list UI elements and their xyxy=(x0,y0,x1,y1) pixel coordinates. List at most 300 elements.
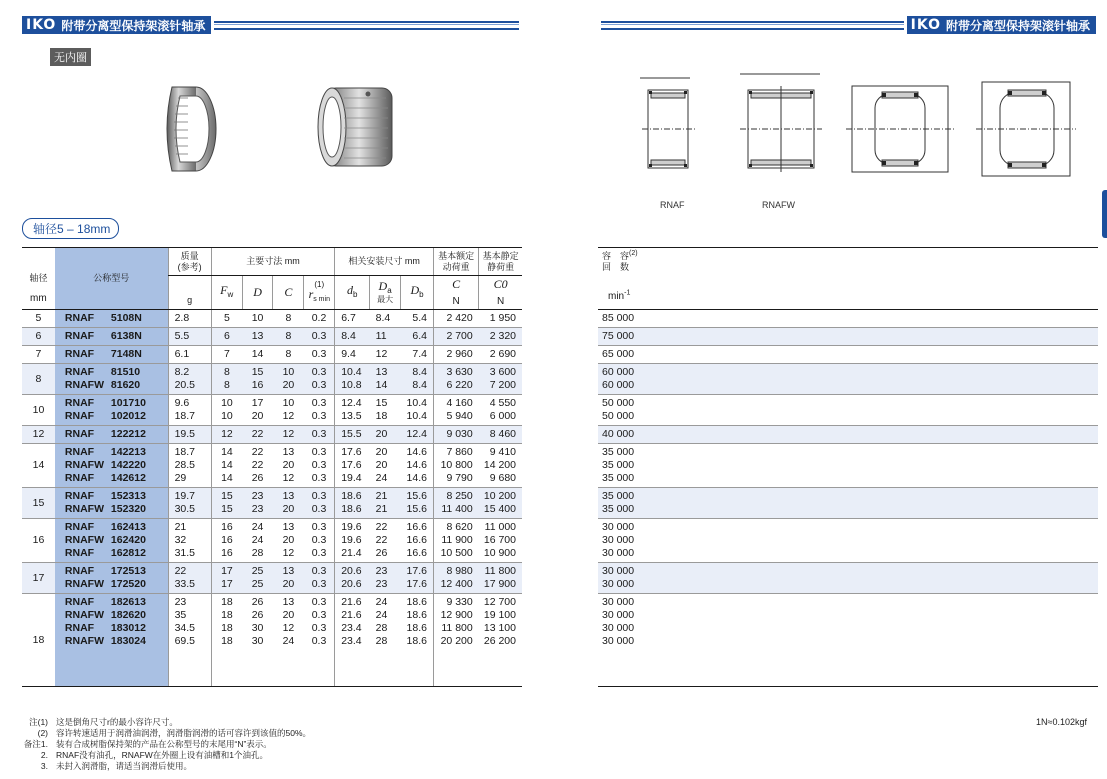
outer-dia-value-cell xyxy=(242,395,273,426)
table-row xyxy=(22,426,522,444)
dynamic-load-value: 2 960 xyxy=(446,348,473,360)
head-mount-dims-label: 相关安装尺寸 mm xyxy=(348,256,420,266)
db-value: 19.6 xyxy=(341,534,362,546)
allowable-speed-value: 30 000 xyxy=(602,578,635,590)
iko-logo: IKO xyxy=(26,17,57,33)
dynamic-load-value: 12 400 xyxy=(440,578,473,590)
mass-value: 19.5 xyxy=(174,428,195,440)
allowable-speed-value: 30 000 xyxy=(602,547,635,559)
da-value: 11 xyxy=(375,330,387,342)
head-shaft-label: 轴径 xyxy=(29,273,48,283)
speed-cell xyxy=(598,426,1098,444)
head-mass xyxy=(168,248,211,276)
speed-table xyxy=(598,247,1098,687)
chamfer-value: 0.3 xyxy=(311,635,327,647)
model-number xyxy=(55,312,168,325)
static-load-value: 11 000 xyxy=(484,521,516,533)
dynamic-load-value: 6 220 xyxy=(446,379,473,391)
outer-dia-value: 22 xyxy=(251,428,264,440)
static-load-value: 8 460 xyxy=(489,428,516,440)
head-stat-sym xyxy=(479,276,522,310)
fw-value: 18 xyxy=(221,622,233,634)
static-load-value-cell xyxy=(479,395,522,426)
fw-value: 18 xyxy=(221,609,233,621)
Db-value: 16.6 xyxy=(406,534,427,546)
head-main-dims xyxy=(211,248,334,276)
static-load-value-cell xyxy=(479,444,522,488)
static-load-value-cell xyxy=(479,346,522,364)
da-value: 28 xyxy=(375,622,388,634)
model-code: 122212 xyxy=(110,428,146,440)
model-code: 102012 xyxy=(110,410,146,422)
static-load-value-cell xyxy=(479,488,522,519)
mass-value: 19.7 xyxy=(174,490,195,502)
dynamic-load-value: 11 400 xyxy=(441,503,473,515)
header-rule-right xyxy=(601,21,904,30)
model-series: RNAF xyxy=(64,330,95,342)
head-rs-sub: s min xyxy=(313,295,330,303)
Db-value-cell xyxy=(401,364,434,395)
model-series: RNAF xyxy=(64,348,95,360)
da-value: 13 xyxy=(375,366,388,378)
outer-dia-value: 23 xyxy=(251,503,264,515)
db-value: 20.6 xyxy=(341,578,362,590)
width-value-cell xyxy=(273,488,304,519)
head-Da-label: D xyxy=(378,278,388,293)
da-value: 21 xyxy=(375,490,388,502)
spec-table-head xyxy=(22,248,522,310)
model-cell xyxy=(55,346,168,364)
table-row xyxy=(22,563,522,594)
Db-value: 17.6 xyxy=(406,565,427,577)
db-value: 8.4 xyxy=(341,330,356,342)
model-series: RNAF xyxy=(64,428,95,440)
speed-unit-text: min xyxy=(608,291,625,302)
allowable-speed-value: 30 000 xyxy=(602,534,635,546)
head-shaft-unit: mm xyxy=(30,293,47,304)
fw-value: 12 xyxy=(221,428,233,440)
outer-dia-value: 25 xyxy=(251,565,264,577)
head-mass-unit xyxy=(168,276,211,310)
Db-value: 12.4 xyxy=(406,428,427,440)
allowable-speed-value: 50 000 xyxy=(602,410,635,422)
Db-value-cell xyxy=(401,488,434,519)
width-value-cell xyxy=(273,426,304,444)
outer-dia-value-cell xyxy=(242,328,273,346)
Db-value: 18.6 xyxy=(406,635,427,647)
db-value: 13.5 xyxy=(341,410,362,422)
fw-value-cell xyxy=(211,364,242,395)
da-value: 28 xyxy=(375,635,388,647)
model-number xyxy=(55,410,168,423)
db-value: 19.6 xyxy=(341,521,362,533)
mass-value: 18.7 xyxy=(174,410,195,422)
dynamic-load-value: 2 700 xyxy=(446,330,473,342)
model-number xyxy=(55,379,168,392)
da-value-cell xyxy=(370,310,401,328)
fw-value: 14 xyxy=(221,459,233,471)
mass-value: 35 xyxy=(174,609,187,621)
head-stat-sym-label: C0 xyxy=(493,276,508,291)
speed-cell xyxy=(598,444,1098,488)
dynamic-load-value: 9 330 xyxy=(446,596,473,608)
footnote-key: 3. xyxy=(40,761,48,771)
da-value-cell xyxy=(370,563,401,594)
fw-value: 10 xyxy=(221,410,233,422)
unit-conversion: 1N≈0.102kgf xyxy=(1036,717,1087,727)
db-value: 17.6 xyxy=(341,446,362,458)
footnote xyxy=(22,761,311,772)
outer-dia-value: 14 xyxy=(251,348,264,360)
chamfer-value: 0.3 xyxy=(311,596,327,608)
allowable-speed-value: 30 000 xyxy=(602,635,635,647)
model-number xyxy=(55,459,168,472)
outer-dia-value-cell xyxy=(242,426,273,444)
speed-cell xyxy=(598,488,1098,519)
model-series: RNAF xyxy=(64,547,95,559)
chamfer-value: 0.3 xyxy=(311,410,327,422)
width-value: 20 xyxy=(282,459,295,471)
da-value: 20 xyxy=(375,428,388,440)
Db-value: 8.4 xyxy=(412,379,427,391)
footnote-text: 未封入润滑脂，请适当润滑后使用。 xyxy=(56,761,193,771)
mass-value: 34.5 xyxy=(174,622,195,634)
static-load-value: 4 550 xyxy=(489,397,516,409)
model-code: 152313 xyxy=(110,490,146,502)
Db-value-cell xyxy=(401,594,434,687)
chamfer-value: 0.3 xyxy=(311,521,327,533)
head-stat-load-label: 基本静定 静荷重 xyxy=(482,251,519,272)
head-fw xyxy=(211,276,242,310)
width-value-cell xyxy=(273,310,304,328)
chamfer-value: 0.2 xyxy=(311,312,327,324)
model-series: RNAFW xyxy=(64,379,104,391)
spec-table-body xyxy=(22,310,522,687)
allowable-speed-value: 35 000 xyxy=(602,446,635,458)
model-number xyxy=(55,503,168,516)
model-cell xyxy=(55,488,168,519)
model-series: RNAF xyxy=(64,596,95,608)
outer-dia-value-cell xyxy=(242,519,273,563)
mass-value-cell xyxy=(168,426,211,444)
dynamic-load-value-cell xyxy=(433,519,478,563)
shaft-diameter: 18 xyxy=(22,594,55,687)
model-code: 162420 xyxy=(110,534,146,546)
dynamic-load-value-cell xyxy=(433,346,478,364)
chamfer-value: 0.3 xyxy=(311,503,327,515)
Db-value: 6.4 xyxy=(412,330,427,342)
da-value: 23 xyxy=(375,578,388,590)
dynamic-load-value: 20 200 xyxy=(440,635,473,647)
da-value: 12 xyxy=(375,348,388,360)
allowable-speed-value: 35 000 xyxy=(602,459,635,471)
speed-head-line2: 回 数 xyxy=(602,262,630,272)
allowable-speed-value: 50 000 xyxy=(602,397,635,409)
head-dyn-unit: N xyxy=(452,295,460,307)
chamfer-value: 0.3 xyxy=(311,366,327,378)
width-value: 8 xyxy=(285,312,292,324)
chamfer-value: 0.3 xyxy=(311,348,327,360)
Db-value: 10.4 xyxy=(406,410,427,422)
da-value-cell xyxy=(370,594,401,687)
model-cell xyxy=(55,310,168,328)
table-row xyxy=(22,310,522,328)
head-Da-sub: a xyxy=(387,285,392,295)
da-value: 21 xyxy=(375,503,388,515)
speed-head xyxy=(598,248,1098,310)
model-code: 152320 xyxy=(110,503,146,515)
dynamic-load-value: 9 790 xyxy=(446,472,473,484)
model-series: RNAFW xyxy=(64,534,104,546)
width-value: 10 xyxy=(282,397,295,409)
static-load-value: 16 700 xyxy=(483,534,516,546)
mass-value: 18.7 xyxy=(174,446,195,458)
dynamic-load-value: 12 900 xyxy=(440,609,473,621)
Db-value-cell xyxy=(401,444,434,488)
fw-value: 7 xyxy=(224,348,230,360)
speed-head-note: (2) xyxy=(629,250,638,257)
head-Da xyxy=(370,276,401,310)
fw-value-cell xyxy=(211,426,242,444)
fw-value: 6 xyxy=(224,330,230,342)
static-load-value-cell xyxy=(479,328,522,346)
model-code: 5108N xyxy=(110,312,142,324)
Db-value: 18.6 xyxy=(406,609,427,621)
Db-value-cell xyxy=(401,426,434,444)
allowable-speed-value: 30 000 xyxy=(602,521,635,533)
outer-dia-value-cell xyxy=(242,563,273,594)
outer-dia-value: 20 xyxy=(251,410,264,422)
model-code: 182613 xyxy=(110,596,146,608)
da-value: 20 xyxy=(375,446,388,458)
speed-row xyxy=(598,395,1098,426)
mass-value: 33.5 xyxy=(174,578,195,590)
table-row xyxy=(22,346,522,364)
speed-head-line1 xyxy=(602,251,1098,262)
mass-value: 32 xyxy=(174,534,187,546)
da-value-cell xyxy=(370,519,401,563)
model-number xyxy=(55,534,168,547)
allowable-speed-value: 65 000 xyxy=(602,348,635,360)
chamfer-value-cell xyxy=(304,563,335,594)
mass-value-cell xyxy=(168,488,211,519)
head-dyn-load-label: 基本额定 动荷重 xyxy=(438,251,475,272)
speed-cell xyxy=(598,310,1098,328)
side-index-tab[interactable] xyxy=(1102,190,1107,238)
dynamic-load-value-cell xyxy=(433,594,478,687)
static-load-value: 14 200 xyxy=(483,459,516,471)
db-value-cell xyxy=(335,444,370,488)
model-code: 172520 xyxy=(110,578,146,590)
Db-value: 15.6 xyxy=(406,490,427,502)
header-title-right: 附带分离型保持架滚针轴承 xyxy=(945,18,1090,33)
width-value-cell xyxy=(273,444,304,488)
dynamic-load-value: 2 420 xyxy=(446,312,473,324)
model-cell xyxy=(55,395,168,426)
model-series: RNAFW xyxy=(64,609,104,621)
fw-value: 10 xyxy=(221,397,233,409)
dynamic-load-value: 11 800 xyxy=(441,622,473,634)
da-value-cell xyxy=(370,488,401,519)
speed-row xyxy=(598,488,1098,519)
shaft-diameter: 17 xyxy=(22,563,55,594)
header-rule xyxy=(214,21,519,30)
shaft-diameter: 16 xyxy=(22,519,55,563)
outer-dia-value: 24 xyxy=(251,521,264,533)
chamfer-value: 0.3 xyxy=(311,490,327,502)
static-load-value: 11 800 xyxy=(484,565,516,577)
mass-value: 69.5 xyxy=(174,635,195,647)
outer-dia-value-cell xyxy=(242,364,273,395)
db-value: 19.4 xyxy=(341,472,362,484)
dynamic-load-value-cell xyxy=(433,488,478,519)
fw-value: 8 xyxy=(224,366,230,378)
dynamic-load-value: 3 630 xyxy=(446,366,473,378)
fw-value: 16 xyxy=(221,534,233,546)
outer-dia-value: 22 xyxy=(251,446,264,458)
db-value-cell xyxy=(335,426,370,444)
brand-block xyxy=(22,16,211,34)
width-value: 13 xyxy=(282,490,295,502)
table-row xyxy=(22,519,522,563)
Db-value-cell xyxy=(401,395,434,426)
Db-value: 18.6 xyxy=(406,622,427,634)
outer-dia-value: 24 xyxy=(251,534,264,546)
allowable-speed-value: 35 000 xyxy=(602,503,635,515)
shaft-range-label: 轴径5 – 18mm xyxy=(22,218,119,239)
dynamic-load-value-cell xyxy=(433,310,478,328)
shaft-diameter: 14 xyxy=(22,444,55,488)
outer-dia-value: 13 xyxy=(251,330,264,342)
da-value: 18 xyxy=(375,410,388,422)
shaft-diameter: 6 xyxy=(22,328,55,346)
width-value: 24 xyxy=(282,635,295,647)
static-load-value-cell xyxy=(479,563,522,594)
mass-value: 9.6 xyxy=(174,397,190,409)
outer-dia-value: 25 xyxy=(251,578,264,590)
static-load-value: 3 600 xyxy=(489,366,516,378)
speed-cell xyxy=(598,395,1098,426)
outer-dia-value-cell xyxy=(242,444,273,488)
speed-cell xyxy=(598,519,1098,563)
Db-value: 14.6 xyxy=(406,459,427,471)
outer-dia-value-cell xyxy=(242,594,273,687)
static-load-value: 9 680 xyxy=(489,472,516,484)
dynamic-load-value: 8 250 xyxy=(446,490,473,502)
mass-value-cell xyxy=(168,310,211,328)
mass-value-cell xyxy=(168,594,211,687)
model-code: 183024 xyxy=(110,635,146,647)
width-value: 12 xyxy=(282,622,295,634)
chamfer-value: 0.3 xyxy=(311,428,327,440)
footnote-text: 这是倒角尺寸r的最小容许尺寸。 xyxy=(56,717,178,727)
outer-dia-value: 22 xyxy=(251,459,264,471)
model-code: 81620 xyxy=(110,379,141,391)
fw-value: 8 xyxy=(224,379,230,391)
model-series: RNAF xyxy=(64,446,95,458)
head-fw-label: F xyxy=(220,283,228,298)
static-load-value-cell xyxy=(479,519,522,563)
model-series: RNAFW xyxy=(64,578,104,590)
allowable-speed-value: 85 000 xyxy=(602,312,635,324)
chamfer-value-cell xyxy=(304,426,335,444)
bearing-photo-rnaf xyxy=(158,84,218,174)
static-load-value-cell xyxy=(479,364,522,395)
fw-value: 14 xyxy=(221,472,233,484)
Db-value: 14.6 xyxy=(406,472,427,484)
db-value-cell xyxy=(335,563,370,594)
allowable-speed-value: 35 000 xyxy=(602,490,635,502)
db-value-cell xyxy=(335,395,370,426)
fw-value-cell xyxy=(211,310,242,328)
outer-dia-value: 26 xyxy=(251,609,264,621)
static-load-value: 9 410 xyxy=(489,446,516,458)
footnote-text: RNAF没有油孔，RNAFW在外圈上设有油槽和1个油孔。 xyxy=(56,750,269,760)
db-value-cell xyxy=(335,346,370,364)
da-value-cell xyxy=(370,426,401,444)
mass-value: 28.5 xyxy=(174,459,195,471)
model-number xyxy=(55,578,168,591)
head-C xyxy=(273,276,304,310)
footnote-key: 2. xyxy=(40,750,48,760)
dynamic-load-value: 8 980 xyxy=(446,565,473,577)
width-value-cell xyxy=(273,328,304,346)
static-load-value: 13 100 xyxy=(483,622,516,634)
db-value: 9.4 xyxy=(341,348,356,360)
mass-value-cell xyxy=(168,395,211,426)
fw-value-cell xyxy=(211,346,242,364)
Db-value: 5.4 xyxy=(412,312,427,324)
model-cell xyxy=(55,563,168,594)
fw-value: 14 xyxy=(221,446,233,458)
da-value: 24 xyxy=(375,609,388,621)
head-stat-unit: N xyxy=(496,295,505,307)
speed-table-body xyxy=(598,310,1098,687)
static-load-value: 15 400 xyxy=(483,503,516,515)
da-value-cell xyxy=(370,328,401,346)
head-rs xyxy=(304,276,335,310)
brand-block-right xyxy=(907,16,1096,34)
da-value-cell xyxy=(370,346,401,364)
outer-dia-value-cell xyxy=(242,346,273,364)
Db-value: 16.6 xyxy=(406,521,427,533)
section-label: 无内圈 xyxy=(50,48,91,66)
model-series: RNAF xyxy=(64,472,95,484)
dynamic-load-value-cell xyxy=(433,444,478,488)
Db-value: 7.4 xyxy=(412,348,427,360)
footnote-text: 装有合成树脂保持架的产品在公称型号的末尾用“N”表示。 xyxy=(56,739,272,749)
mass-value-cell xyxy=(168,563,211,594)
footnote-key: (2) xyxy=(37,728,48,738)
chamfer-value-cell xyxy=(304,328,335,346)
table-row xyxy=(22,395,522,426)
iko-logo-right: IKO xyxy=(910,17,941,33)
dynamic-load-value-cell xyxy=(433,328,478,346)
model-series: RNAF xyxy=(64,565,95,577)
speed-row xyxy=(598,310,1098,328)
head-db-sub: b xyxy=(352,289,358,299)
speed-row xyxy=(598,563,1098,594)
Db-value: 10.4 xyxy=(406,397,427,409)
chamfer-value-cell xyxy=(304,594,335,687)
chamfer-value: 0.3 xyxy=(311,534,327,546)
da-value: 23 xyxy=(375,565,388,577)
model-code: 162413 xyxy=(110,521,146,533)
speed-table-head xyxy=(598,248,1098,310)
head-stat-load xyxy=(479,248,522,276)
fw-value-cell xyxy=(211,519,242,563)
width-value: 13 xyxy=(282,565,295,577)
